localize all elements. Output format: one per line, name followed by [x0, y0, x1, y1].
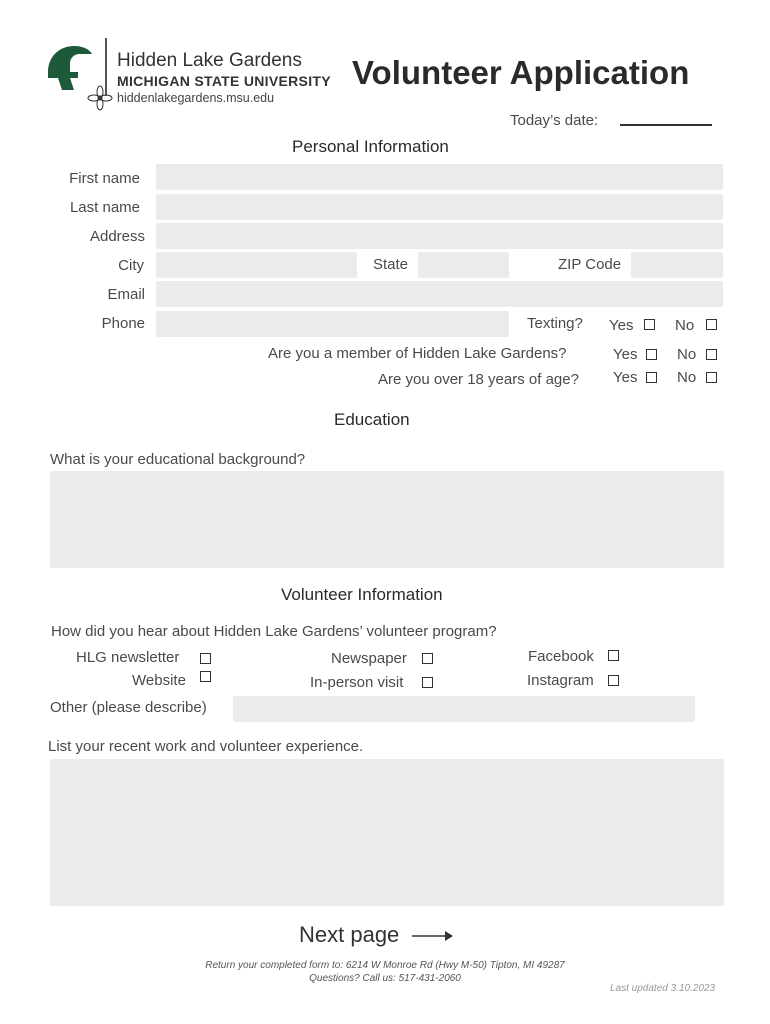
first-name-label: First name	[69, 170, 140, 187]
page-title: Volunteer Application	[352, 54, 690, 91]
age-no-checkbox[interactable]	[706, 372, 717, 383]
phone-field[interactable]	[156, 311, 509, 337]
instagram-label: Instagram	[527, 672, 594, 689]
experience-question-label: List your recent work and volunteer experience.	[48, 738, 364, 755]
inperson-label: In-person visit	[310, 674, 404, 691]
first-name-field[interactable]	[156, 164, 723, 190]
member-yes-checkbox[interactable]	[646, 349, 657, 360]
website-option-label: Website	[132, 672, 186, 689]
instagram-checkbox[interactable]	[608, 675, 619, 686]
email-field[interactable]	[156, 281, 723, 307]
inperson-checkbox[interactable]	[422, 677, 433, 688]
age-yes-checkbox[interactable]	[646, 372, 657, 383]
last-updated: Last updated 3.10.2023	[610, 983, 716, 994]
address-field[interactable]	[156, 223, 723, 249]
member-no-label: No	[677, 346, 697, 363]
next-page-link[interactable]	[299, 922, 454, 952]
address-label: Address	[89, 228, 145, 245]
todays-date-line[interactable]	[620, 124, 712, 126]
website-checkbox[interactable]	[200, 671, 211, 682]
texting-no-checkbox[interactable]	[706, 319, 717, 330]
texting-label: Texting?	[527, 315, 583, 332]
phone-label: Phone	[101, 315, 145, 332]
org-name: Hidden Lake Gardens	[117, 50, 302, 71]
newspaper-checkbox[interactable]	[422, 653, 433, 664]
education-question-label: What is your educational background?	[50, 451, 306, 468]
texting-yes-checkbox[interactable]	[644, 319, 655, 330]
todays-date-label: Today’s date:	[510, 112, 599, 129]
age-question-label: Are you over 18 years of age?	[378, 371, 579, 388]
last-name-field[interactable]	[156, 194, 723, 220]
email-label: Email	[107, 286, 145, 303]
section-education-heading: Education	[334, 410, 410, 429]
age-no-label: No	[677, 369, 697, 386]
other-label: Other (please describe)	[50, 699, 207, 716]
texting-yes-label: Yes	[609, 317, 634, 334]
facebook-label: Facebook	[528, 648, 594, 665]
zip-field[interactable]	[631, 252, 723, 278]
texting-no-label: No	[675, 317, 695, 334]
flower-icon	[86, 84, 114, 112]
questions-phone: Questions? Call us: 517-431-2060	[309, 973, 461, 984]
zip-label: ZIP Code	[558, 256, 622, 273]
education-textarea[interactable]	[50, 471, 724, 568]
return-address: Return your completed form to: 6214 W Monroe Rd (Hwy M-50) Tipton, MI 49287	[205, 960, 565, 971]
age-yes-label: Yes	[613, 369, 638, 386]
arrow-right-icon	[412, 929, 454, 947]
member-question-label: Are you a member of Hidden Lake Gardens?	[268, 345, 567, 362]
website-link[interactable]: hiddenlakegardens.msu.edu	[117, 91, 275, 105]
member-no-checkbox[interactable]	[706, 349, 717, 360]
state-label: State	[373, 256, 409, 273]
newsletter-label: HLG newsletter	[76, 649, 180, 666]
member-yes-label: Yes	[613, 346, 638, 363]
hear-question-label: How did you hear about Hidden Lake Gardens’ volunteer program?	[51, 623, 497, 640]
city-field[interactable]	[156, 252, 357, 278]
last-name-label: Last name	[69, 199, 140, 216]
newspaper-label: Newspaper	[331, 650, 407, 667]
other-field[interactable]	[233, 696, 695, 722]
section-volunteer-heading: Volunteer Information	[281, 585, 443, 604]
experience-textarea[interactable]	[50, 759, 724, 906]
facebook-checkbox[interactable]	[608, 650, 619, 661]
state-field[interactable]	[418, 252, 509, 278]
newsletter-checkbox[interactable]	[200, 653, 211, 664]
city-label: City	[118, 257, 144, 274]
next-page-label: Next page	[299, 922, 400, 947]
university-name: MICHIGAN STATE UNIVERSITY	[117, 73, 331, 89]
section-personal-heading: Personal Information	[292, 137, 449, 156]
